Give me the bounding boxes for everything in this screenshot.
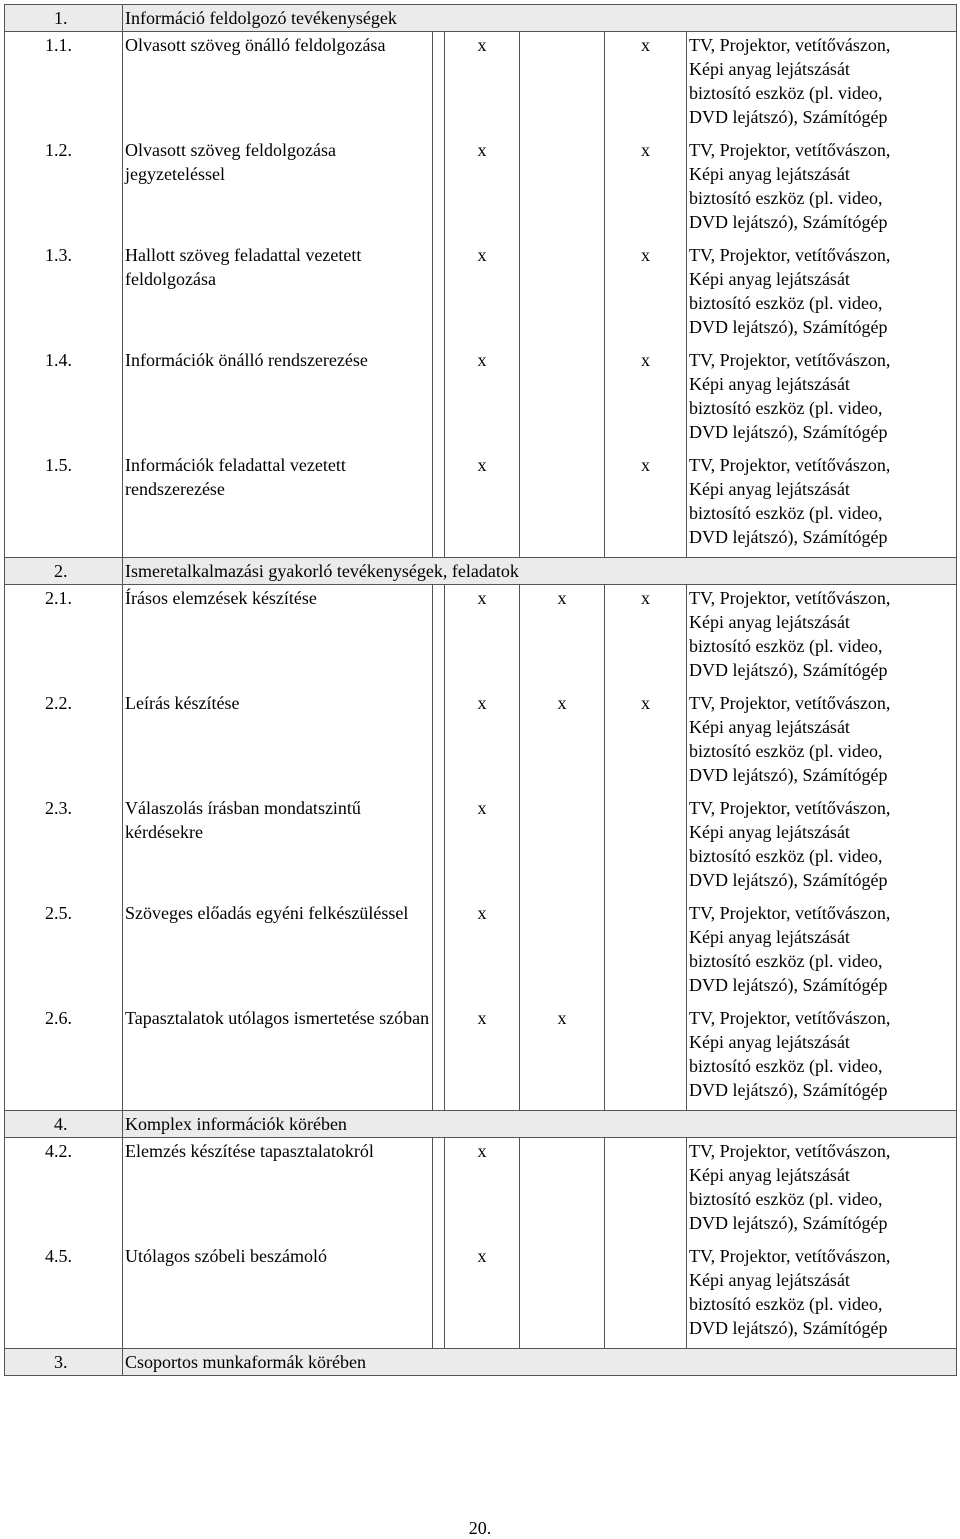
tools-cell (687, 452, 957, 558)
mark-cell (520, 347, 605, 452)
tools-cell (687, 795, 957, 900)
tools-line: TV, Projektor, vetítővászon, (689, 140, 891, 160)
tools-line: TV, Projektor, vetítővászon, (689, 455, 891, 475)
item-number: 1.1. (5, 32, 123, 138)
item-number: 1.3. (5, 242, 123, 347)
mark-cell (433, 585, 445, 691)
tools-line: Képi anyag lejátszását (689, 269, 850, 289)
tools-line: biztosító eszköz (pl. video, (689, 741, 883, 761)
tools-cell (687, 1243, 957, 1349)
table-row (5, 32, 957, 138)
tools-line: Képi anyag lejátszását (689, 59, 850, 79)
section-title: Komplex információk körében (123, 1111, 957, 1138)
mark-cell: x (605, 242, 687, 347)
mark-cell (605, 1243, 687, 1349)
tools-line: biztosító eszköz (pl. video, (689, 293, 883, 313)
tools-line: biztosító eszköz (pl. video, (689, 1056, 883, 1076)
item-number: 1.4. (5, 347, 123, 452)
section-row (5, 1111, 957, 1138)
table-row (5, 1138, 957, 1244)
item-title: Leírás készítése (123, 690, 433, 795)
page-number: 20. (468, 1518, 492, 1538)
item-number: 1.5. (5, 452, 123, 558)
tools-cell (687, 1005, 957, 1111)
mark-cell (433, 32, 445, 138)
tools-line: Képi anyag lejátszását (689, 612, 850, 632)
tools-line: TV, Projektor, vetítővászon, (689, 350, 891, 370)
tools-line: biztosító eszköz (pl. video, (689, 398, 883, 418)
mark-cell (520, 452, 605, 558)
section-title: Csoportos munkaformák körében (123, 1349, 957, 1376)
section-number: 4. (5, 1111, 123, 1138)
item-number: 4.2. (5, 1138, 123, 1244)
tools-line: DVD lejátszó), Számítógép (689, 1213, 888, 1233)
mark-cell (605, 1138, 687, 1244)
tools-line: DVD lejátszó), Számítógép (689, 1318, 888, 1338)
item-title: Információk önálló rendszerezése (123, 347, 433, 452)
mark-cell (520, 1138, 605, 1244)
tools-line: DVD lejátszó), Számítógép (689, 317, 888, 337)
tools-line: TV, Projektor, vetítővászon, (689, 903, 891, 923)
mark-cell (520, 900, 605, 1005)
table-body (5, 5, 957, 1376)
mark-cell (433, 1005, 445, 1111)
section-number: 1. (5, 5, 123, 32)
tools-line: DVD lejátszó), Számítógép (689, 870, 888, 890)
mark-cell (605, 795, 687, 900)
item-title: Szöveges előadás egyéni felkészüléssel (123, 900, 433, 1005)
section-title: Ismeretalkalmazási gyakorló tevékenységek, feladatok (123, 558, 957, 585)
item-title: Hallott szöveg feladattal vezetett feldolgozása (123, 242, 433, 347)
table-row (5, 585, 957, 691)
tools-line: biztosító eszköz (pl. video, (689, 1294, 883, 1314)
section-row (5, 5, 957, 32)
tools-line: Képi anyag lejátszását (689, 479, 850, 499)
tools-line: biztosító eszköz (pl. video, (689, 503, 883, 523)
mark-cell (520, 32, 605, 138)
item-number: 2.5. (5, 900, 123, 1005)
tools-line: DVD lejátszó), Számítógép (689, 975, 888, 995)
tools-line: biztosító eszköz (pl. video, (689, 636, 883, 656)
table-row (5, 347, 957, 452)
tools-cell (687, 585, 957, 691)
mark-cell: x (445, 1005, 520, 1111)
mark-cell (520, 137, 605, 242)
item-number: 2.6. (5, 1005, 123, 1111)
mark-cell: x (445, 1243, 520, 1349)
mark-cell (433, 690, 445, 795)
mark-cell: x (520, 1005, 605, 1111)
mark-cell (605, 900, 687, 1005)
item-number: 2.3. (5, 795, 123, 900)
tools-cell (687, 242, 957, 347)
tools-line: Képi anyag lejátszását (689, 374, 850, 394)
tools-cell (687, 690, 957, 795)
table-row (5, 1243, 957, 1349)
mark-cell: x (445, 242, 520, 347)
section-row (5, 558, 957, 585)
item-number: 1.2. (5, 137, 123, 242)
mark-cell (433, 452, 445, 558)
tools-line: biztosító eszköz (pl. video, (689, 83, 883, 103)
mark-cell (520, 242, 605, 347)
tools-line: DVD lejátszó), Számítógép (689, 765, 888, 785)
tools-line: DVD lejátszó), Számítógép (689, 107, 888, 127)
activities-table (4, 4, 957, 1376)
mark-cell: x (445, 137, 520, 242)
section-title: Információ feldolgozó tevékenységek (123, 5, 957, 32)
tools-cell (687, 900, 957, 1005)
mark-cell: x (520, 585, 605, 691)
table-row (5, 452, 957, 558)
tools-line: TV, Projektor, vetítővászon, (689, 1141, 891, 1161)
mark-cell (520, 795, 605, 900)
mark-cell (433, 1243, 445, 1349)
tools-cell (687, 137, 957, 242)
mark-cell: x (605, 347, 687, 452)
section-number: 3. (5, 1349, 123, 1376)
tools-line: DVD lejátszó), Számítógép (689, 660, 888, 680)
item-title: Információk feladattal vezetett rendszerezése (123, 452, 433, 558)
tools-line: DVD lejátszó), Számítógép (689, 1080, 888, 1100)
table-row (5, 900, 957, 1005)
tools-line: biztosító eszköz (pl. video, (689, 951, 883, 971)
mark-cell (605, 1005, 687, 1111)
item-title: Tapasztalatok utólagos ismertetése szóban (123, 1005, 433, 1111)
mark-cell: x (445, 795, 520, 900)
tools-line: biztosító eszköz (pl. video, (689, 846, 883, 866)
mark-cell: x (520, 690, 605, 795)
mark-cell (433, 137, 445, 242)
mark-cell: x (605, 137, 687, 242)
tools-line: Képi anyag lejátszását (689, 1165, 850, 1185)
item-title: Olvasott szöveg önálló feldolgozása (123, 32, 433, 138)
tools-line: TV, Projektor, vetítővászon, (689, 693, 891, 713)
table-row (5, 795, 957, 900)
mark-cell: x (605, 452, 687, 558)
item-number: 2.1. (5, 585, 123, 691)
table-row (5, 1005, 957, 1111)
mark-cell: x (445, 32, 520, 138)
tools-line: Képi anyag lejátszását (689, 717, 850, 737)
item-title: Utólagos szóbeli beszámoló (123, 1243, 433, 1349)
section-number: 2. (5, 558, 123, 585)
item-title: Írásos elemzések készítése (123, 585, 433, 691)
item-title: Olvasott szöveg feldolgozása jegyzeteléssel (123, 137, 433, 242)
mark-cell (433, 347, 445, 452)
tools-line: DVD lejátszó), Számítógép (689, 422, 888, 442)
tools-line: biztosító eszköz (pl. video, (689, 188, 883, 208)
item-title: Válaszolás írásban mondatszintű kérdésekre (123, 795, 433, 900)
mark-cell: x (445, 452, 520, 558)
table-row (5, 137, 957, 242)
mark-cell (433, 795, 445, 900)
mark-cell (520, 1243, 605, 1349)
mark-cell: x (445, 690, 520, 795)
tools-line: TV, Projektor, vetítővászon, (689, 588, 891, 608)
tools-line: Képi anyag lejátszását (689, 1032, 850, 1052)
tools-line: TV, Projektor, vetítővászon, (689, 35, 891, 55)
tools-line: Képi anyag lejátszását (689, 1270, 850, 1290)
item-title: Elemzés készítése tapasztalatokról (123, 1138, 433, 1244)
tools-line: Képi anyag lejátszását (689, 927, 850, 947)
tools-line: TV, Projektor, vetítővászon, (689, 245, 891, 265)
tools-line: DVD lejátszó), Számítógép (689, 527, 888, 547)
section-row (5, 1349, 957, 1376)
tools-line: Képi anyag lejátszását (689, 164, 850, 184)
tools-line: TV, Projektor, vetítővászon, (689, 1246, 891, 1266)
mark-cell: x (605, 690, 687, 795)
mark-cell (433, 900, 445, 1005)
table-row (5, 690, 957, 795)
mark-cell: x (605, 585, 687, 691)
mark-cell: x (445, 900, 520, 1005)
mark-cell: x (445, 347, 520, 452)
tools-line: TV, Projektor, vetítővászon, (689, 1008, 891, 1028)
tools-cell (687, 32, 957, 138)
tools-cell (687, 347, 957, 452)
mark-cell (433, 242, 445, 347)
tools-line: Képi anyag lejátszását (689, 822, 850, 842)
item-number: 4.5. (5, 1243, 123, 1349)
tools-line: biztosító eszköz (pl. video, (689, 1189, 883, 1209)
tools-cell (687, 1138, 957, 1244)
tools-line: TV, Projektor, vetítővászon, (689, 798, 891, 818)
table-row (5, 242, 957, 347)
item-number: 2.2. (5, 690, 123, 795)
mark-cell: x (445, 1138, 520, 1244)
mark-cell (433, 1138, 445, 1244)
mark-cell: x (605, 32, 687, 138)
tools-line: DVD lejátszó), Számítógép (689, 212, 888, 232)
mark-cell: x (445, 585, 520, 691)
